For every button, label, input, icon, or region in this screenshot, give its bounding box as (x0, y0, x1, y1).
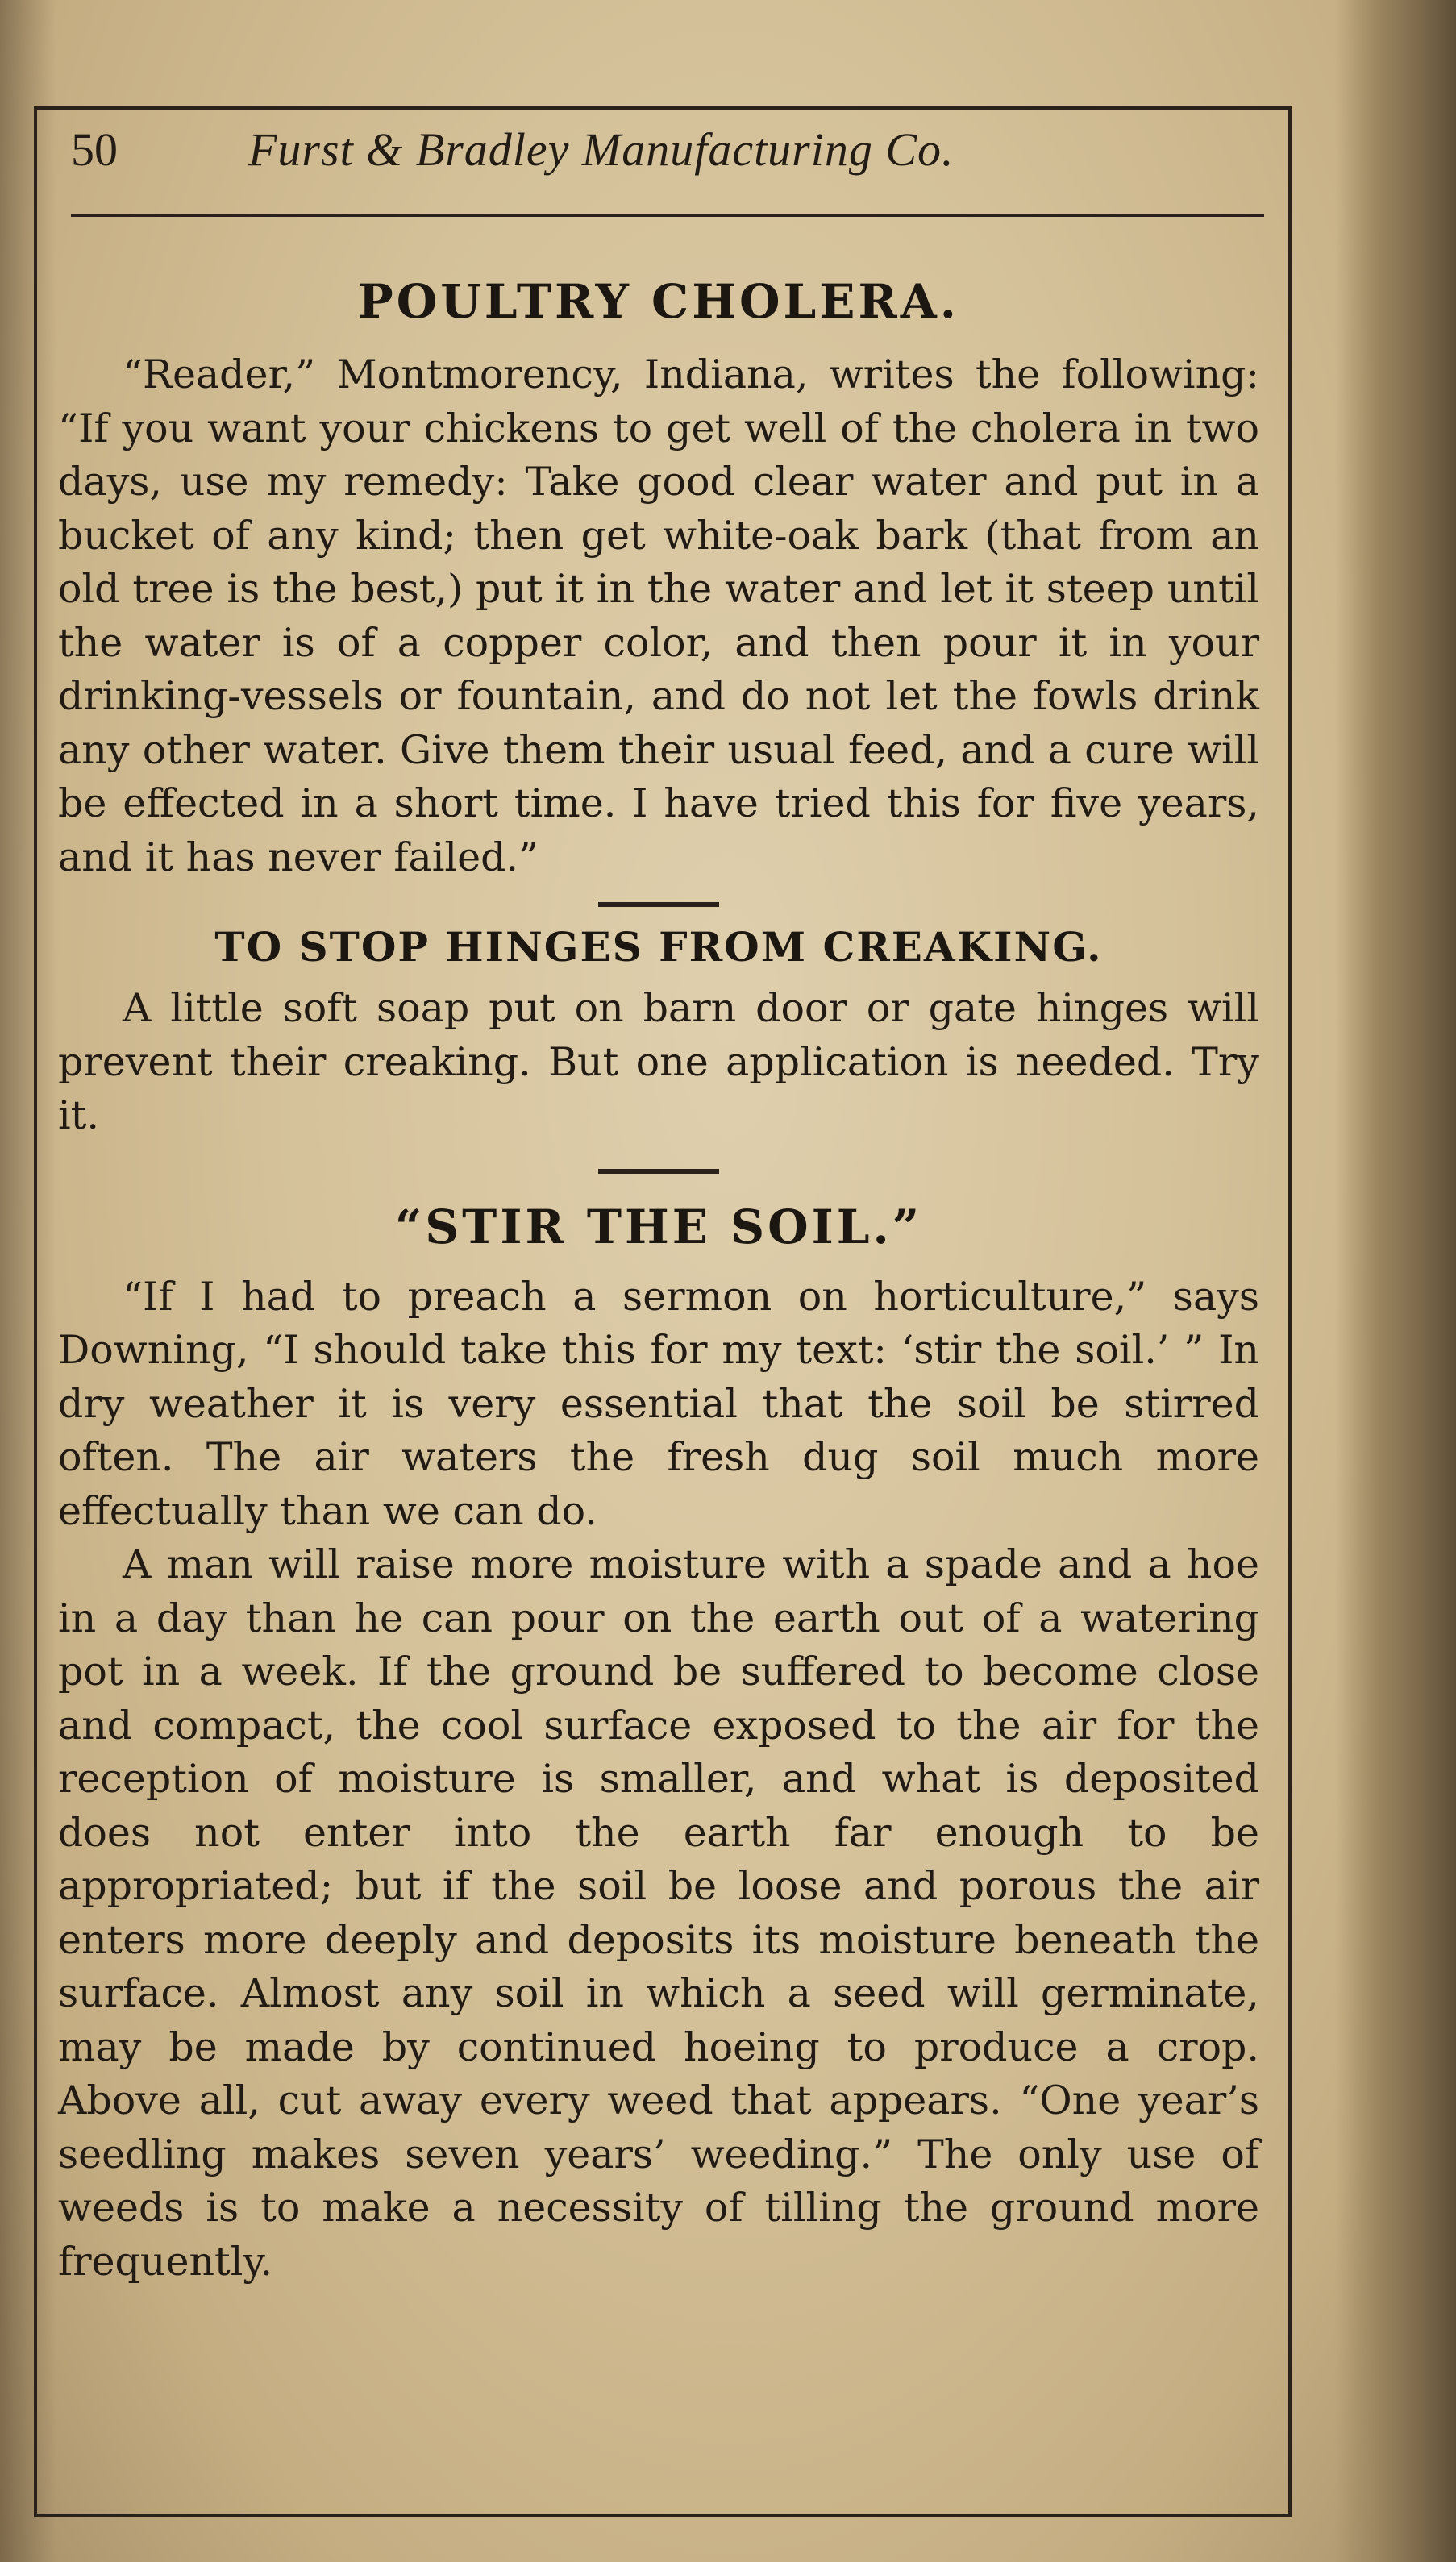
section-paragraph: A man will raise more moisture with a spade and a hoe in a day than he can pour on the earth out of a watering pot in a week. If the ground be suffered to become close and compact, the cool surface exposed to the air for the reception of moisture is smaller, and what is deposited does not enter into the earth far enough to be appropriated; but if the soil be loose and porous the air enters more deeply and deposits its moisture beneath the surface. Almost any soil in which a seed will germinate, may be made by continued hoeing to produce a crop. Above all, cut away every weed that appears. “One year’s seedling makes seven years’ weeding.” The only use of weeds is to make a necessity of tilling the ground more frequently. (58, 1541, 1259, 2285)
section-heading: “STIR THE SOIL.” (394, 1199, 923, 1254)
section-stir-the-soil (58, 1200, 1259, 2290)
section-separator (598, 902, 719, 907)
running-header (71, 119, 1264, 184)
running-title: Furst & Bradley Manufacturing Co. (248, 123, 955, 176)
section-separator (598, 1169, 719, 1174)
section-heading: TO STOP HINGES FROM CREAKING. (214, 923, 1103, 971)
book-binding-edge (1335, 0, 1456, 2562)
section-heading: POULTRY CHOLERA. (358, 274, 959, 329)
page-number: 50 (71, 123, 118, 176)
section-paragraph: “If I had to preach a sermon on horticulture,” says Downing, “I should take this for my text: ‘stir the soil.’ ” In dry weather it is very essential that the soil be stirred often. The air waters the fresh dug soil much more effectually than we can do. (58, 1273, 1259, 1534)
header-rule (71, 214, 1264, 217)
section-stop-hinges (58, 923, 1259, 1143)
section-poultry-cholera (58, 274, 1259, 884)
section-paragraph: “Reader,” Montmorency, Indiana, writes the following: “If you want your chickens to get well of the cholera in two days, use my remedy: Take good clear water and put in a bucket of any kind; then get white-oak bark (that from an old tree is the best,) put it in the water and let it steep until the water is of a copper color, and then pour it in your drinking-vessels or fountain, and do not let the fowls drink any other water. Give them their usual feed, and a cure will be effected in a short time. I have tried this for five years, and it has never failed.” (58, 351, 1259, 880)
section-paragraph: A little soft soap put on barn door or gate hinges will prevent their creaking. But one application is needed. Try it. (58, 985, 1259, 1138)
page-content (58, 274, 1259, 2289)
